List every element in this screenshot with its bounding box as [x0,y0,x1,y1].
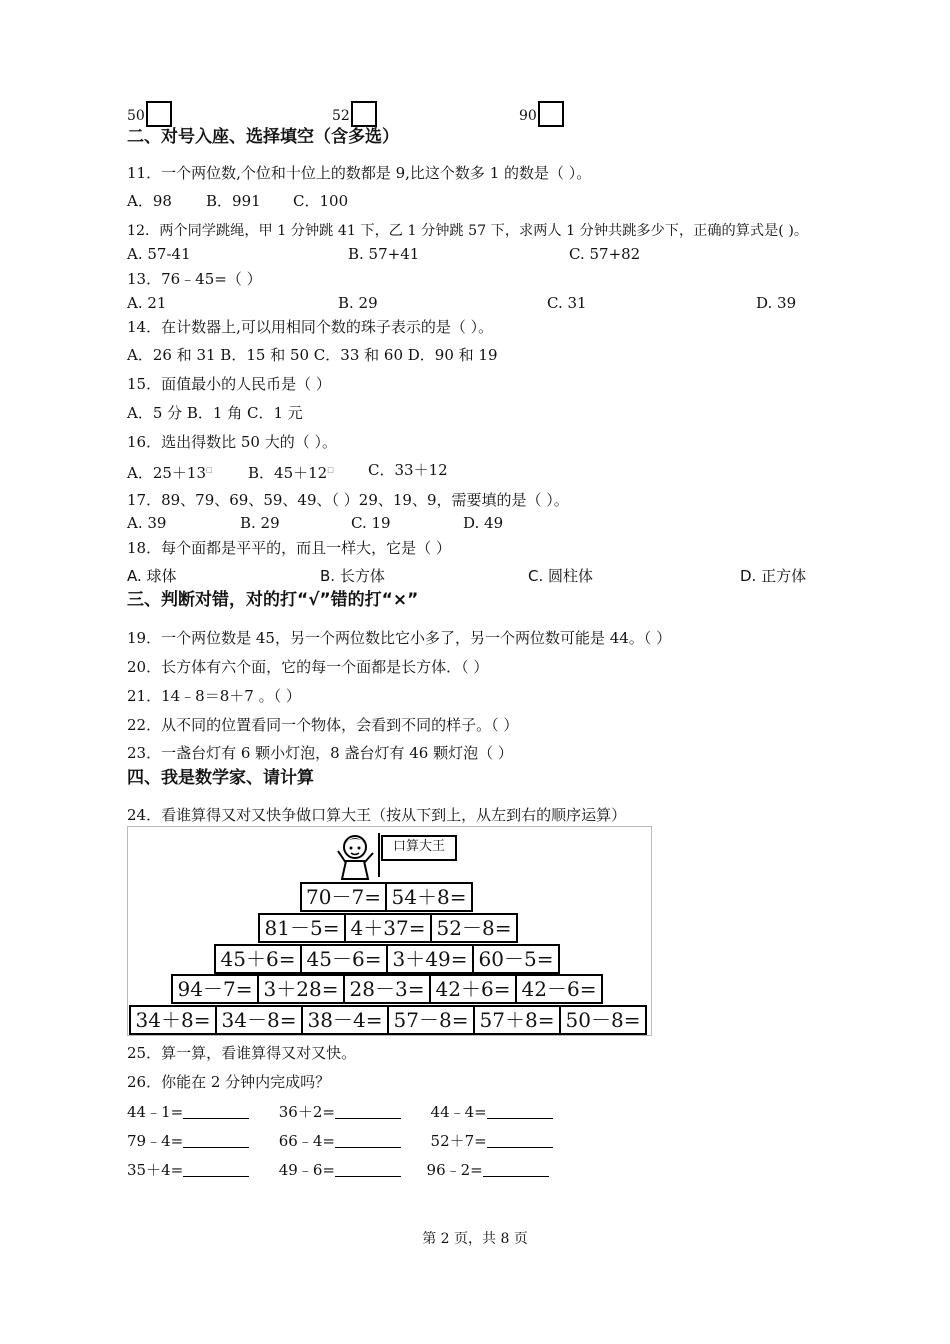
answer-box[interactable] [538,101,564,127]
page-footer: 第 2 页，共 8 页 [422,1231,528,1247]
option-b[interactable]: B. 长方体 [320,567,385,585]
option-a[interactable] [127,460,213,483]
calc-expression: 44﹣4= [430,1103,487,1121]
pyramid-cell[interactable]: 52－8= [430,913,518,943]
calc-pyramid-figure [127,826,652,1036]
calc-expression: 35＋4= [127,1161,184,1179]
section-heading-4: 四、我是数学家、请计算 [127,768,314,788]
question-12: 12．两个同学跳绳，甲 1 分钟跳 41 下，乙 1 分钟跳 57 下，求两人 1 分钟共跳多少下，正确的算式是( )。 [127,223,809,239]
calc-expression: 79﹣4= [127,1132,184,1150]
calc-row [127,1131,553,1151]
option-c[interactable]: C. 19 [351,514,391,532]
pyramid-cell[interactable]: 81－5= [258,913,346,943]
option-d[interactable]: D. 39 [756,294,797,312]
question-11: 11．一个两位数,个位和十位上的数都是 9,比这个数多 1 的数是（ ）。 [127,164,592,182]
calc-expression: 49﹣6= [278,1161,335,1179]
question-23: 23．一盏台灯有 6 颗小灯泡，8 盏台灯有 46 颗灯泡（ ） [127,744,513,762]
options-row[interactable]: A．5 分 B．1 角 C．1 元 [127,404,303,422]
option-d[interactable]: D. 正方体 [740,567,807,585]
answer-blank[interactable] [335,1133,401,1148]
pyramid-cell[interactable]: 34－8= [215,1005,303,1035]
question-17: 17．89、79、69、59、49、（ ）29、19、9，需要填的是（ ）。 [127,491,569,509]
scan-mark: □ [327,466,334,474]
question-15: 15．面值最小的人民币是（ ） [127,375,331,393]
question-26: 26．你能在 2 分钟内完成吗？ [127,1073,331,1091]
calc-expression: 52＋7= [430,1132,487,1150]
flag-banner: 口算大王 [381,835,457,861]
flag-pole [378,833,380,877]
pyramid-cell[interactable]: 34＋8= [129,1005,217,1035]
pyramid-cell[interactable]: 94－7= [171,974,259,1004]
option-c[interactable]: C．33＋12 [368,461,448,479]
scan-mark: □ [206,466,213,474]
option-b[interactable]: B. 29 [240,514,280,532]
question-24: 24．看谁算得又对又快争做口算大王（按从下到上，从左到右的顺序运算） [127,806,627,824]
option-a[interactable]: A．98 [127,192,172,210]
answer-blank[interactable] [483,1162,549,1177]
pyramid-cell[interactable]: 70－7= [300,882,387,912]
option-c[interactable]: C. 57+82 [569,245,641,263]
pyramid-cell[interactable]: 3＋28= [257,974,345,1004]
pyramid-cell[interactable]: 38－4= [301,1005,389,1035]
calc-expression: 44﹣1= [127,1103,184,1121]
compare-number: 52 [332,108,350,124]
question-18: 18．每个面都是平平的，而且一样大，它是（ ） [127,539,451,557]
girl-figure-icon [333,833,377,881]
question-14: 14．在计数器上,可以用相同个数的珠子表示的是（ ）。 [127,318,494,336]
calc-row [127,1160,549,1180]
compare-number: 90 [519,108,537,124]
compare-number: 50 [127,108,145,124]
question-16: 16．选出得数比 50 大的（ ）。 [127,433,337,451]
answer-blank[interactable] [183,1162,249,1177]
answer-blank[interactable] [487,1104,553,1119]
option-b[interactable]: B．991 [206,192,261,210]
question-22: 22．从不同的位置看同一个物体，会看到不同的样子。（ ） [127,716,519,734]
question-25: 25．算一算，看谁算得又对又快。 [127,1044,357,1062]
pyramid-cell[interactable]: 60－5= [472,944,560,974]
pyramid-cell[interactable]: 4＋37= [344,913,432,943]
pyramid-cell[interactable]: 3＋49= [386,944,474,974]
answer-blank[interactable] [335,1104,401,1119]
option-c[interactable]: C．100 [293,192,349,210]
answer-blank[interactable] [487,1133,553,1148]
compare-item [332,101,377,127]
pyramid-cell[interactable]: 57＋8= [473,1005,561,1035]
pyramid-cell[interactable]: 45＋6= [214,944,302,974]
question-13: 13．76﹣45=（ ） [127,270,262,288]
answer-blank[interactable] [183,1104,249,1119]
pyramid-cell[interactable]: 28－3= [343,974,431,1004]
answer-box[interactable] [351,101,377,127]
option-c[interactable]: C. 31 [547,294,587,312]
pyramid-cell[interactable]: 42－6= [515,974,603,1004]
question-21: 21．14﹣8＝8＋7 。（ ） [127,687,301,705]
option-label: A．25＋13 [127,464,207,482]
answer-box[interactable] [146,101,172,127]
calc-expression: 66﹣4= [278,1132,335,1150]
option-b[interactable]: B. 29 [338,294,378,312]
pyramid-cell[interactable]: 54＋8= [385,882,473,912]
option-a[interactable]: A. 57-41 [127,245,191,263]
calc-row [127,1102,553,1122]
calc-expression: 36＋2= [278,1103,335,1121]
pyramid-cell[interactable]: 57－8= [387,1005,475,1035]
pyramid-cell[interactable]: 50－8= [559,1005,647,1035]
question-20: 20．长方体有六个面，它的每一个面都是长方体．（ ） [127,658,489,676]
option-label: B．45＋12 [248,464,328,482]
pyramid-cell[interactable]: 42＋6= [429,974,517,1004]
answer-blank[interactable] [183,1133,249,1148]
option-d[interactable]: D. 49 [463,514,504,532]
section-heading-3: 三、判断对错，对的打“√”错的打“×” [127,590,419,610]
pyramid-cell[interactable]: 45－6= [300,944,388,974]
option-b[interactable] [248,460,334,483]
compare-item [519,101,564,127]
option-c[interactable]: C. 圆柱体 [528,567,594,585]
option-b[interactable]: B. 57+41 [348,245,420,263]
calc-expression: 96﹣2= [426,1161,483,1179]
question-19: 19．一个两位数是 45，另一个两位数比它小多了，另一个两位数可能是 44。（ ） [127,629,672,647]
compare-item [127,101,172,127]
section-heading-2: 二、对号入座、选择填空（含多选） [127,127,399,147]
answer-blank[interactable] [335,1162,401,1177]
option-a[interactable]: A. 球体 [127,567,177,585]
option-a[interactable]: A. 21 [127,294,167,312]
options-row[interactable]: A．26 和 31 B．15 和 50 C．33 和 60 D．90 和 19 [127,346,498,364]
option-a[interactable]: A. 39 [127,514,167,532]
